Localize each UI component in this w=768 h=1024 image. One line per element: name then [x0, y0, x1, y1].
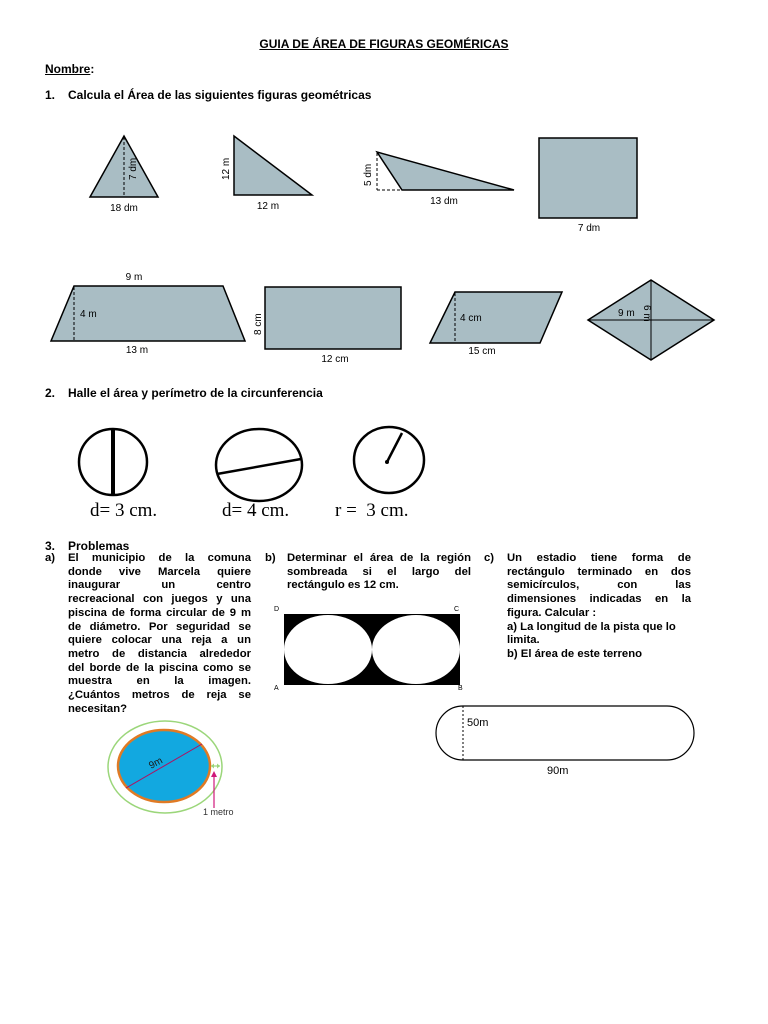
problem-a-text: [68, 552, 251, 716]
pool-figure: [95, 720, 275, 830]
rhombus-vertical-label: 6 m: [641, 305, 652, 322]
trapezoid-top-label: 9 m: [125, 272, 143, 283]
vertex-a-label: A: [274, 685, 279, 692]
question-2-text: Halle el área y perímetro de la circunferencia: [68, 386, 323, 400]
problem-a-line: de diámetro. Por seguridad se: [68, 620, 251, 633]
circle-1-label: d= 3 cm.: [90, 500, 158, 521]
triangle-1-base-label: 18 dm: [110, 203, 138, 214]
question-3-text: Problemas: [68, 539, 130, 553]
rectangle-height-label: 8 cm: [253, 313, 264, 335]
question-2-number: 2.: [45, 386, 56, 400]
problem-b-letter: b): [265, 552, 276, 564]
problem-a-letter: a): [45, 552, 56, 564]
stadium-outline: [436, 706, 694, 760]
circle-3-center: [385, 460, 389, 464]
problem-c-letter: c): [484, 552, 495, 564]
stadium-length-label: 90m: [547, 765, 569, 777]
problem-b-text: [287, 552, 471, 593]
problem-a-line: donde vive Marcela quiere: [68, 565, 251, 578]
vertex-c-label: C: [454, 606, 460, 613]
trapezoid-height-label: 4 m: [80, 309, 97, 320]
distance-label: 1 metro: [203, 807, 234, 817]
problem-b-line: rectángulo es 12 cm.: [287, 579, 399, 592]
triangle-3-height-label: 5 dm: [363, 163, 374, 186]
stadium-width-label: 50m: [467, 717, 489, 729]
problem-c-text: [507, 552, 691, 662]
circles-section: [0, 420, 768, 525]
problem-c-line: a) La longitud de la pista que lo: [507, 620, 676, 633]
problem-c-line: dimensiones indicadas en la: [507, 593, 691, 606]
problem-b-line: Determinar el área de la región: [287, 552, 471, 564]
circle-3-label: r = 3 cm.: [335, 500, 409, 521]
problem-c-line: Un estadio tiene forma de: [507, 552, 691, 564]
problem-b-line: sombreada si el largo del: [287, 565, 471, 578]
question-1-number: 1.: [45, 88, 56, 102]
parallelogram-base-label: 15 cm: [468, 346, 496, 357]
name-label: Nombre: [45, 62, 91, 76]
vertex-d-label: D: [274, 606, 280, 613]
parallelogram-height-label: 4 cm: [460, 313, 482, 324]
problem-c-line: limita.: [507, 634, 540, 647]
rectangle: [265, 287, 401, 349]
circle-2-diameter: [217, 459, 301, 474]
circle-3-radius: [387, 433, 402, 462]
stadium-figure: [430, 700, 700, 785]
rectangle-base-label: 12 cm: [321, 354, 349, 365]
shaded-region-figure: [270, 600, 470, 695]
rhombus-horizontal-label: 9 m: [618, 308, 635, 319]
problem-a-line: inaugurar un centro: [68, 579, 251, 592]
triangle-1-height-label: 7 dm: [128, 157, 139, 180]
vertex-b-label: B: [458, 685, 463, 692]
circle-2: [216, 429, 302, 501]
problem-a-line: necesitan?: [68, 702, 128, 715]
problem-c-line: figura. Calcular :: [507, 606, 597, 619]
question-1-text: Calcula el Área de las siguientes figuras geométricas: [68, 88, 372, 102]
problem-c-line: b) El área de este terreno: [507, 647, 642, 660]
problem-c-line: rectángulo terminado en dos: [507, 565, 691, 578]
square-side-label: 7 dm: [577, 223, 601, 234]
problem-a-line: quiere colocar una reja a un: [68, 634, 251, 647]
question-3-number: 3.: [45, 539, 56, 553]
trapezoid-bottom-label: 13 m: [125, 345, 149, 356]
white-circle-right: [372, 615, 460, 684]
problem-a-line: del borde de la piscina como se: [68, 661, 251, 674]
name-colon: :: [90, 62, 95, 76]
square: [539, 138, 637, 218]
problem-a-line: metro de distancia alrededor: [68, 647, 251, 660]
triangle-3: [377, 152, 514, 190]
problem-a-line: muestra en la imagen.: [68, 675, 251, 688]
problem-a-line: El municipio de la comuna: [68, 552, 251, 564]
problem-c-line: semicírculos, con las: [507, 579, 691, 592]
problem-a-line: ¿Cuántos metros de reja se: [68, 689, 251, 702]
triangle-2-base-label: 12 m: [256, 201, 280, 212]
triangle-2: [234, 136, 312, 195]
pool-diameter-label: 9m: [147, 755, 165, 772]
problem-a-line: recreacional con juegos y una: [68, 593, 251, 606]
problem-a-line: piscina de forma circular de 9 m: [68, 606, 251, 619]
circle-2-label: d= 4 cm.: [222, 500, 290, 521]
figures-section-1: [0, 0, 768, 380]
white-circle-left: [284, 615, 372, 684]
page-title: GUIA DE ÁREA DE FIGURAS GEOMÉRICAS: [259, 37, 509, 51]
triangle-3-base-label: 13 dm: [430, 196, 458, 207]
triangle-2-height-label: 12 m: [221, 157, 232, 180]
parallelogram: [430, 292, 562, 343]
